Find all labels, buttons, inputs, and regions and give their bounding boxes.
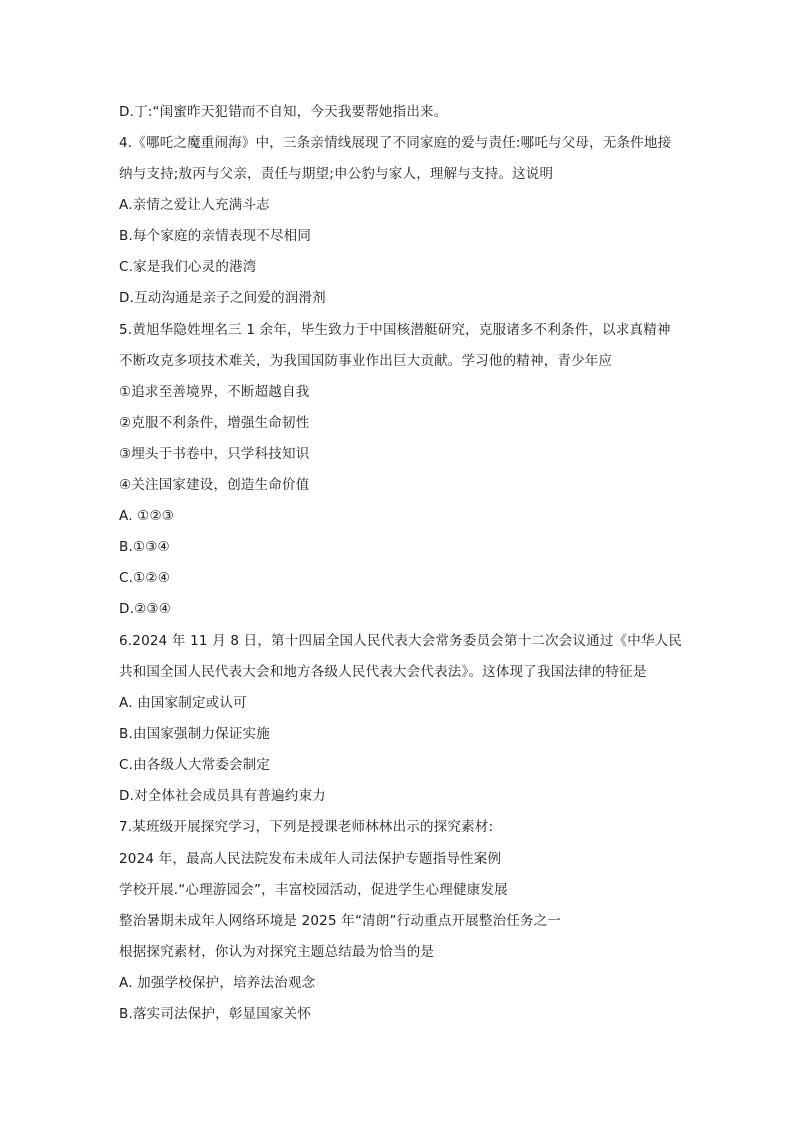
q5-stem-line-2: 不断攻克多项技术难关，为我国国防事业作出巨大贡献。学习他的精神，青少年应 <box>119 353 613 369</box>
q7-stem: 7.某班级开展探究学习，下列是授课老师林林出示的探究素材: <box>119 819 494 835</box>
q5-option-a: A. ①②③ <box>119 508 175 524</box>
q6-stem-line-2: 共和国全国人民代表大会和地方各级人民代表大会代表法》。这体现了我国法律的特征是 <box>119 664 647 680</box>
q4-option-d: D.互动沟通是亲子之间爱的润滑剂 <box>119 290 326 306</box>
q5-option-b: B.①③④ <box>119 539 170 555</box>
q5-statement-4: ④关注国家建设，创造生命价值 <box>119 477 310 493</box>
q5-option-d: D.②③④ <box>119 601 171 617</box>
q5-statement-3: ③埋头于书卷中，只学科技知识 <box>119 446 310 462</box>
q6-stem-line-1: 6.2024 年 11 月 8 日，第十四届全国人民代表大会常务委员会第十二次会议通过《中华人民 <box>119 633 683 649</box>
q6-option-c: C.由各级人大常委会制定 <box>119 757 271 773</box>
q4-option-b: B.每个家庭的亲情表现不尽相同 <box>119 228 312 244</box>
q6-option-d: D.对全体社会成员具有普遍约束力 <box>119 788 326 804</box>
q5-stem-line-1: 5.黄旭华隐姓埋名三 1 余年，毕生致力于中国核潜艇研究，克服诸多不利条件，以求真精神 <box>119 322 671 338</box>
q7-question: 根据探究素材，你认为对探究主题总结最为恰当的是 <box>119 944 435 960</box>
q4-option-c: C.家是我们心灵的港湾 <box>119 259 257 275</box>
q6-option-b: B.由国家强制力保证实施 <box>119 726 270 742</box>
q5-statement-1: ①追求至善境界，不断超越自我 <box>119 384 310 400</box>
q4-option-a: A.亲情之爱让人充满斗志 <box>119 197 270 213</box>
q5-statement-2: ②克服不利条件，增强生命韧性 <box>119 415 310 431</box>
q7-option-a: A. 加强学校保护，培养法治观念 <box>119 975 316 991</box>
q6-option-a: A. 由国家制定或认可 <box>119 695 247 711</box>
q7-option-b: B.落实司法保护，彰显国家关怀 <box>119 1006 312 1022</box>
q4-stem-line-1: 4.《哪吒之魔重闹海》中，三条亲情线展现了不同家庭的爱与责任:哪吒与父母，无条件地接 <box>119 135 672 151</box>
q7-material-1: 2024 年，最高人民法院发布未成年人司法保护专题指导性案例 <box>119 851 502 867</box>
q7-material-3: 整治暑期未成年人网络环境是 2025 年“清朗”行动重点开展整治任务之一 <box>119 913 562 929</box>
q5-option-c: C.①②④ <box>119 570 171 586</box>
q7-material-2: 学校开展.“心理游园会”，丰富校园活动，促进学生心理健康发展 <box>119 882 508 898</box>
q4-stem-line-2: 纳与支持;敖丙与父亲，责任与期望;申公豹与家人，理解与支持。这说明 <box>119 166 554 182</box>
q3-option-d: D.丁:“闺蜜昨天犯错而不自知，今天我要帮她指出来。 <box>119 104 448 120</box>
